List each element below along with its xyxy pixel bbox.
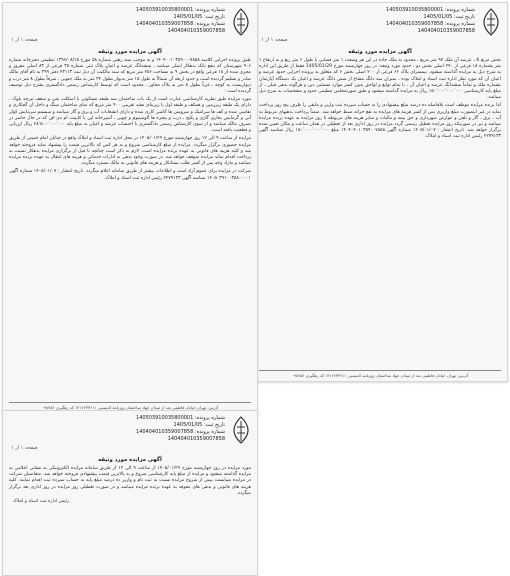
- meta-line-2: تاریخ ثبت: 1405/01/05: [173, 422, 225, 428]
- case-meta: [386, 7, 475, 35]
- meta-line-3: شماره پرونده: 140404010359007858: [386, 21, 475, 27]
- meta-line-1: شماره پرونده: 140503910035800001: [136, 7, 225, 13]
- paragraph: طبق پرونده اجرایی کلاسه ۱۴۰۴۰۰۱۰۳۵۹۰۰۰۷۸۵۸ و به موجب سند رهنی شماره ۵۸ مورخ ۱۳۹۶/۰۸/۱۵ تنظیمی دفترخانه شماره ۹۰۶ شهرستان که بنفع بانک بدهکار اصلی میباشد ، ششدانگ عرصه و اعیان پلاک ثبتی شماره ۳۸ فرعی از ۸۳ اصلی مفروز و مجزی شده از ۱۸ فرعی واقع در بخش ۹ به مساحت ۲۵۶ متر مربع که سند مالکیت آن ذیل ثبت ۴۳۱۱۳ دفتر ۳۹۹ به نام آقای مالک صادر و تسلیم گردیده است و حدود اربعه آن شمالاً به طول ۱۵ متر بدیوار بطول ۳۴ متر به ملک جنوبی ، شرقاً بطول ۸ متر درب و دیواریست به کوچه ، غرباً بطول ۸ متر به پلاک مجاور ، محدود است که توسط کارشناس رسمی دادگستری بشرح ذیل توصیف گردیده است :: [9, 58, 251, 95]
- page-number: صفحه ۱ از ۱: [261, 37, 288, 43]
- clipping-header: [3, 411, 257, 455]
- notice-body: [253, 58, 507, 141]
- meta-line-4: 140404010359007858: [167, 28, 225, 34]
- page-number: صفحه ۱ از ۱: [11, 445, 38, 451]
- meta-line-2: تاریخ ثبت: 1405/01/05: [423, 14, 475, 20]
- notice-title: آگهی مزایده مورد وثیقه: [348, 49, 412, 55]
- newspaper-clipping-top-right: [252, 2, 508, 382]
- case-meta: [136, 7, 225, 35]
- page-number: صفحه ۱ از ۱: [11, 37, 38, 43]
- footer-address: آدرس: تهران خیابان فاطمی بعد از میدان جهاد ساختمان روزنامه کدپستی ۱۴۱۶۶۳۳۶۱۱ کد رهگیری ۰۹۸۲۵۶: [259, 370, 501, 378]
- paragraph: شرکت در مزایده برای عموم آزاد است و اطلاعات بیشتر از طریق سامانه اعلام میگردد. تاریخ انتشار : ۱۴۰۵/۰۱/۰۷ شماره آگهی ۱۴۰۵۰۳۹۱۰۰۳۵۸۰۰۰۰۱ شناسه آگهی ۲۲۷۹۱۳۳ رئیس اداره ثبت اسناد و املاک.: [9, 169, 251, 181]
- meta-line-4: 140404010359007858: [167, 436, 225, 442]
- meta-line-1: شماره پرونده: 140503910035800001: [386, 7, 475, 13]
- newspaper-clipping-bottom-left: [2, 410, 258, 576]
- signature-line: رئیس اداره ثبت اسناد و املاک: [13, 499, 70, 505]
- clipping-header: [253, 3, 507, 47]
- paragraph: لذا برنده مزایده موظف است بلافاصله ده درصد مبلغ پیشنهادی را به حساب سپرده ثبت واریز و مابقی را ظرف پنج روز پرداخت نماید در غیر اینصورت مبلغ واریزی پس از کسر هزینه های مزایده به نفع خزانه ضبط خواهد شد. ضمناً پرداخت بدهیهای مربوط به آب ، برق ، گاز و تلفن و عوارض شهرداری و حق بیمه و مالیات و سایر هزینه های مربوطه تا روز مزایده به عهده برنده مزایده میباشد و نیز در صورتیکه روز مزایده تعطیل رسمی گردد مزایده در روز اداری بعد از تعطیلی در همان ساعت و مکان تعیین شده برگزار خواهد شد. تاریخ انتشار : ۱۴۰۵/۰۱/۰۷ شماره آگهی ۱۴۰۴۰۴۰۱۰۳۵۹۰۰۷۸۵۸ مبلغ ۱۵۰٬۰۰۰٬۰۰۰٬۰۰۰ ریال شناسه آگهی ۲۲۷۹۱۳۳ رئیس اداره ثبت اسناد و املاک.: [259, 103, 502, 140]
- meta-line-3: شماره پرونده: 140404010359007858: [136, 21, 225, 27]
- paragraph: مورد مزایده در روز چهارشنبه مورخ ۱۴۰۵/۰۱/۲۹ از ساعت ۹ الی ۱۲ از طریق سامانه مزایده الکترونیکی به نشانی اعلامی به مزایده گذاشته میشود و مزایده از مبلغ پایه کارشناسی شروع و به بالاترین قیمت پیشنهادی فروخته خواهد شد. متقاضیان شرکت در مزایده میبایست پیش از شروع مزایده نسبت به ثبت نام و واریز ده درصد مبلغ پایه به حساب سپرده ثبت اقدام نمایند. کلیه هزینه های قانونی و بدهی های معوقه به عهده برنده مزایده میباشد و در صورت تعطیلی روز مزایده در روز اداری بعد برگزار میگردد.: [9, 466, 252, 496]
- emblem-icon: [479, 7, 503, 37]
- notice-title: آگهی مزایده مورد وثیقه: [98, 49, 162, 55]
- emblem-icon: [229, 415, 253, 445]
- clipping-header: [3, 3, 257, 47]
- newspaper-clipping-left: [2, 2, 258, 414]
- notice-title: آگهی مزایده مورد وثیقه: [98, 457, 162, 463]
- paragraph: مورد مزایده طبق نظریه کارشناسی عبارت است از یک باب ساختمان سه طبقه مسکونی با اسکلت بتنی و سقف تیرچه بلوک ، دارای یک طبقه زیرزمین و همکف و طبقه اول با زیربنای مفید تقریبی ۴۰۰ متر مربع که نمای ساختمان سنگ و داخل آن گچکاری و نقاشی شده و کف ها سرامیک و سرویس ها کاشی کاری شده و دارای انشعابات آب و برق و گاز میباشد و سیستم سرمایش کولر آبی و گرمایش بخاری گازی و پکیج ، درب و پنجره ها آلومینیوم و چوبی ، آشپزخانه اپن با کابینت ام دی اف که در حال حاضر در تصرف مالک میباشد و از سوی کارشناس رسمی دادگستری با احتساب عرصه و اعیان به مبلغ پایه ۲۸٬۵۰۰٬۰۰۰٬۰۰۰ ریال ارزیابی و قطعیت یافته است.: [9, 97, 252, 134]
- meta-line-1: شماره پرونده: 140503910035800001: [136, 415, 225, 421]
- paragraph: مزایده از ساعت ۹ الی ۱۲ روز چهارشنبه مورخ ۱۴۰۵/۰۱/۲۹ در محل اداره ثبت اسناد و املاک واقع در خیابان امام خمینی از طریق مزایده حضوری برگزار میگردد. مزایده از مبلغ کارشناسی شروع و به هر کس که بالاترین قیمت را پیشنهاد نماید فروخته خواهد شد و کلیه هزینه های قانونی به عهده برنده مزایده است. لازم به ذکر است چنانچه تا قبل از برگزاری مزایده بدهکار نسبت به پرداخت اقدام نماید مزایده متوقف خواهد شد. در صورت وجود بدهی به ادارات خدماتی و هزینه های انتقال به عهده برنده مزایده میباشد و مازاد وجه پس از کسر طلب بستانکار و هزینه های قانونی به مالک مسترد میگردد.: [9, 136, 251, 167]
- notice-body: [3, 58, 257, 182]
- paragraph: بخش مرتع 6 ، عرصه آن ملک ۹۷ متر مربع ، محدود به ملک جاده در این هر وسعت ۱ متر فضایی با طول ۶ متر ربع و به ارتفاع ۱ متر بشماره ۱۸ فرعی از ۲۴۰ اصلی بخش دو ، حدود مورد وثیقه: در روز چهارشنبه مورخ 1405/01/29 فقط از طریق این اداره به شرح ذیل به مزایده گذاشته میشود. نیمسرای پلاک ۶۶ فرعی از ۲۰۰ اصلی بخش ۶ که متعلق به پرونده اجرایی حدود عرصه و اعیان آن که مورد نظر اداره ثبت اسناد و املاک بوده ، بمیزان سه دانگ مشاع از شش دانگ عرصه و اعیان یک دستگاه آپارتمان بشماره ملک و تماماً ششدانگ عرصه و اعیان آن ، با تمام توابع و لواحق بدون کسر موارد مستثنی دین و هرگونه بدهی قبلی ، از مبلغ پایه کارشناسی ۱۵۰٬۰۰۰٬۰۰۰٬۰۰۰ ریال به مزایده گذاشته میشود و طبق صورتمجلس تنظیمی حدود و مشخصات به شرح ذیل میباشد.: [259, 58, 501, 101]
- notice-body: [3, 466, 257, 497]
- meta-line-4: 140404010359007858: [417, 28, 475, 34]
- emblem-icon: [229, 7, 253, 37]
- meta-line-2: تاریخ ثبت: 1405/01/05: [173, 14, 225, 20]
- case-meta: [136, 415, 225, 443]
- footer-address: آدرس: تهران خیابان فاطمی بعد از میدان جهاد ساختمان روزنامه کدپستی ۱۴۱۶۶۳۳۶۱۱ کد رهگیری ۰۹۸۲۵۶: [9, 402, 251, 410]
- meta-line-3: شماره پرونده: 140404010359007858: [136, 429, 225, 435]
